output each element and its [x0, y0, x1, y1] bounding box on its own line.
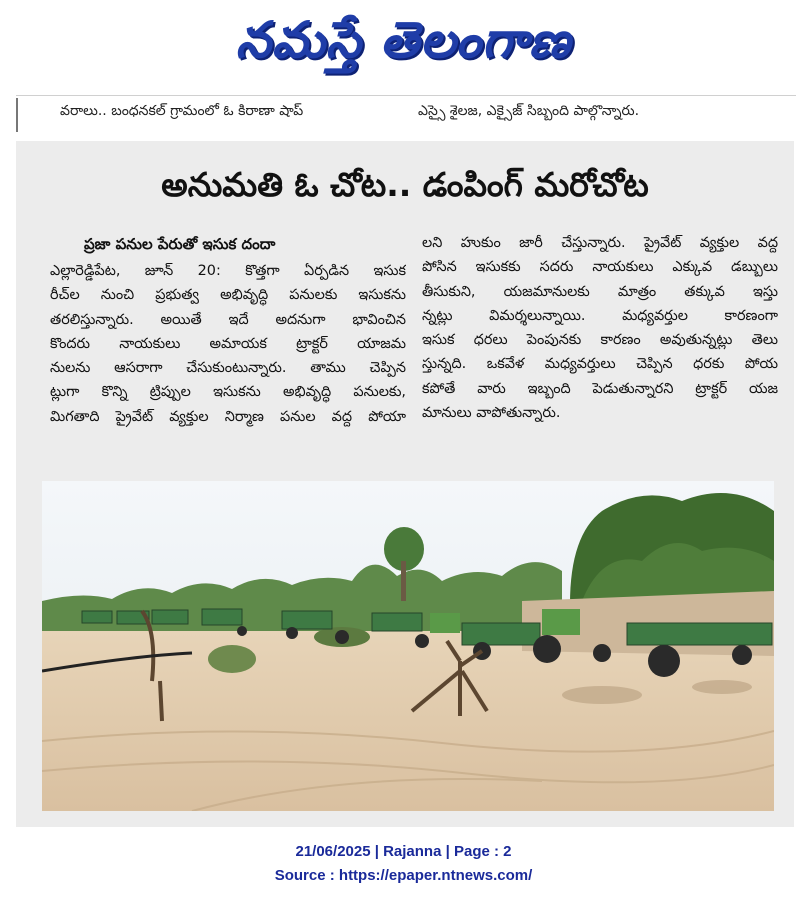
body-line: ట్లుగా కొన్ని ట్రిప్పుల ఇసుకను అభివృద్ధి పనులకు,: [50, 384, 406, 401]
body-line: మానులు వాపోతున్నారు.: [422, 405, 561, 422]
article-clipping: [16, 141, 794, 827]
body-line: తీసుకుని, యజమానులకు మాత్రం తక్కువ ఇస్తు: [422, 283, 778, 300]
top-strip-left-snippet: వరాలు.. బంధనకల్ గ్రామంలో ఓ కిరాణా షాప్: [60, 103, 304, 119]
body-line: స్తున్నది. ఒకవేళ మధ్యవర్తులు చెప్పిన ధరకు పోయ: [422, 356, 778, 373]
article-headline: అనుమతి ఓ చోట.. డంపింగ్ మరోచోట: [161, 165, 649, 204]
masthead-title: నమస్తే తెలంగాణ: [235, 10, 572, 69]
footer-meta: 21/06/2025 | Rajanna | Page : 2: [295, 843, 512, 860]
article-photo: [42, 481, 774, 811]
column-divider: [16, 98, 18, 132]
article-left-column: [50, 259, 406, 429]
body-line: మిగతాది ప్రైవేట్ వ్యక్తుల నిర్మాణ పనుల వద్ద పోయా: [50, 408, 406, 425]
article-right-column: [422, 231, 778, 425]
article-subhead: ప్రజా పనుల పేరుతో ఇసుక దందా: [84, 235, 276, 253]
body-line: ఎల్లారెడ్డిపేట, జూన్ 20: కొత్తగా ఏర్పడిన ఇసుక: [50, 263, 406, 279]
body-line: న్నట్లు విమర్శలున్నాయి. మధ్యవర్తుల కారణంగా: [422, 307, 778, 324]
tractors-at-sand-reach-photo: [42, 481, 774, 811]
top-strip: [16, 95, 796, 136]
body-line: నులను ఆసరాగా చేసుకుంటున్నారు. తాము చెప్పిన: [50, 360, 406, 377]
body-line: ఇసుక ధరలు పెంపునకు కారణం అవుతున్నట్లు తెలు: [422, 332, 778, 349]
body-line: కపోతే వారు ఇబ్బంది పెడుతున్నారని ట్రాక్టర్ యజ: [422, 380, 778, 397]
top-strip-right-snippet: ఎస్సై శైలజ, ఎక్సైజ్ సిబ్బంది పాల్గొన్నారు.: [418, 103, 640, 119]
body-line: పోసిన ఇసుకకు సదరు నాయకులు ఎక్కువ డబ్బులు: [422, 259, 778, 276]
body-line: లని హుకుం జారీ చేస్తున్నారు. ప్రైవేట్ వ్యక్తుల వద్ద: [422, 235, 778, 251]
masthead: [0, 0, 807, 92]
body-line: కొందరు నాయకులు అమాయక ట్రాక్టర్ యాజమ: [50, 335, 406, 352]
body-line: రీచ్‌ల నుంచి ప్రభుత్వ అభివృద్ధి పనులకు ఇసుకను: [50, 287, 406, 304]
body-line: తరలిస్తున్నారు. అయితే ఇదే అదనుగా భావించిన: [50, 311, 406, 328]
footer-source: Source : https://epaper.ntnews.com/: [274, 867, 533, 884]
